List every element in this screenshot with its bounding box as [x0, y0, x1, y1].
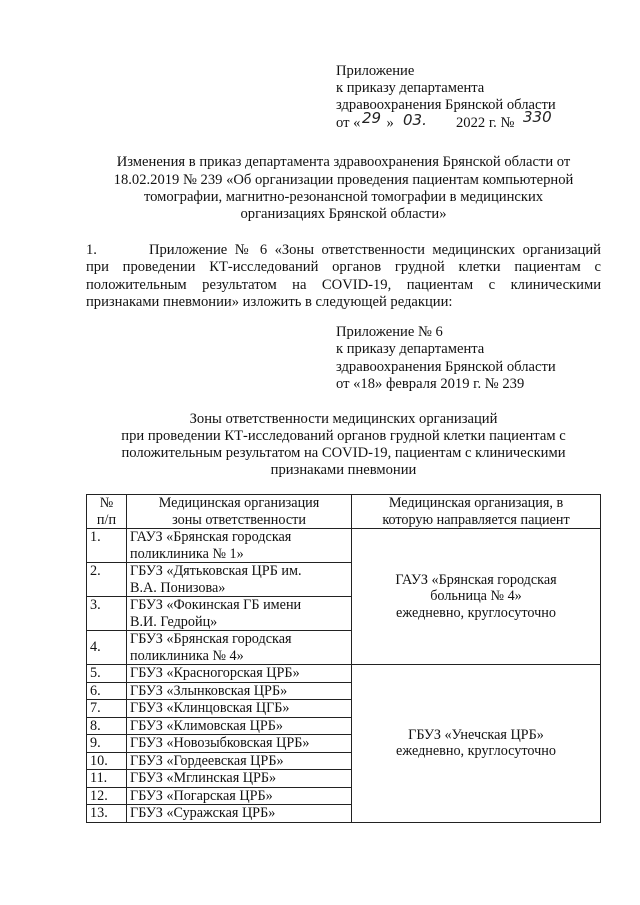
row-org: [127, 597, 352, 631]
row-org: [127, 529, 352, 563]
row-org: ГБУЗ «Новозыбковская ЦРБ»: [127, 735, 352, 753]
row-num: 2.: [87, 563, 127, 597]
row-num: 12.: [87, 787, 127, 805]
appendix6-order-ref: к приказу департамента: [336, 341, 485, 357]
row-num: 3.: [87, 597, 127, 631]
appendix6-date: от «18» февраля 2019 г. № 239: [336, 376, 525, 392]
changes-title-line-2: 18.02.2019 № 239 «Об организации проведения пациентам компьютерной: [113, 172, 574, 188]
row-num: 11.: [87, 770, 127, 788]
changes-title-line-1: Изменения в приказ департамента здравоохранения Брянской области от: [116, 154, 571, 170]
order-number-handwritten: 330: [523, 108, 552, 126]
row-org: ГБУЗ «Красногорская ЦРБ»: [127, 665, 352, 683]
header-dest-line-2: которую направляется пациент: [382, 511, 570, 528]
row-org: [127, 563, 352, 597]
header-org-line-2: зоны ответственности: [172, 511, 306, 528]
row-org-line-1: ГБУЗ «Фокинская ГБ имени: [130, 597, 302, 613]
changes-title-line-4: организациях Брянской области»: [240, 206, 447, 222]
row-num: 13.: [87, 805, 127, 823]
dest-group-1-line-1: ГАУЗ «Брянская городская: [395, 571, 557, 588]
zones-title-line-1: Зоны ответственности медицинских организаций: [189, 411, 498, 427]
paragraph-1-line-2: при проведении КТ-исследований органов грудной клетки пациентам с: [86, 259, 601, 275]
dest-group-2-line-1: ГБУЗ «Унечская ЦРБ»: [408, 726, 544, 743]
row-org: ГБУЗ «Погарская ЦРБ»: [127, 787, 352, 805]
date-year: 2022 г. №: [456, 115, 515, 131]
row-org: [127, 631, 352, 665]
dest-group-2-line-2: ежедневно, круглосуточно: [396, 743, 556, 760]
row-num: 9.: [87, 735, 127, 753]
row-num: 7.: [87, 700, 127, 718]
dest-group-1-line-3: ежедневно, круглосуточно: [396, 604, 556, 621]
row-org-line-1: ГАУЗ «Брянская городская: [130, 529, 292, 545]
paragraph-1-line-4: признаками пневмонии» изложить в следующей редакции:: [86, 294, 453, 310]
row-org: ГБУЗ «Суражская ЦРБ»: [127, 805, 352, 823]
responsibility-table: [86, 494, 601, 823]
header-num-line-2: п/п: [96, 511, 117, 528]
paragraph-1-line-3: положительным результатом на COVID-19, пациентам с клиническими: [86, 277, 601, 293]
appendix6-label: Приложение № 6: [336, 324, 443, 340]
row-num: 5.: [87, 665, 127, 683]
zones-title-line-2: при проведении КТ-исследований органов грудной клетки пациентам с: [121, 428, 566, 444]
row-org: ГБУЗ «Гордеевская ЦРБ»: [127, 752, 352, 770]
paragraph-1-line-1: 1. Приложение № 6 «Зоны ответственности медицинских организаций: [86, 242, 601, 258]
appendix-order-ref: к приказу департамента: [336, 80, 485, 96]
row-org: ГБУЗ «Клинцовская ЦГБ»: [127, 700, 352, 718]
row-num: 8.: [87, 717, 127, 735]
header-org: [127, 495, 352, 529]
header-num: [87, 495, 127, 529]
row-org: ГБУЗ «Климовская ЦРБ»: [127, 717, 352, 735]
appendix-label: Приложение: [336, 63, 415, 79]
date-quote-close: »: [386, 115, 394, 131]
row-org-line-2: В.И. Гедройц»: [130, 613, 218, 630]
row-org: ГБУЗ «Злынковская ЦРБ»: [127, 682, 352, 700]
row-num: 10.: [87, 752, 127, 770]
row-org-line-2: поликлиника № 4»: [130, 647, 244, 664]
dest-group-1: [352, 529, 601, 665]
header-org-line-1: Медицинская организация: [158, 495, 320, 511]
table-header-row: [87, 495, 601, 529]
date-prefix: от «: [336, 115, 361, 131]
table-row: [87, 665, 601, 683]
header-num-line-1: №: [99, 495, 114, 511]
appendix-department: здравоохранения Брянской области: [336, 97, 556, 113]
date-month-handwritten: 03.: [403, 111, 427, 129]
zones-title-line-3: положительным результатом на COVID-19, пациентам с клиническими: [121, 445, 566, 461]
row-num: 1.: [87, 529, 127, 563]
row-org-line-2: В.А. Понизова»: [130, 579, 226, 596]
row-org-line-2: поликлиника № 1»: [130, 545, 244, 562]
appendix6-department: здравоохранения Брянской области: [336, 359, 556, 375]
row-num: 4.: [87, 631, 127, 665]
header-dest-line-1: Медицинская организация, в: [388, 495, 564, 511]
changes-title-line-3: томографии, магнитно-резонансной томографии в медицинских: [143, 189, 544, 205]
table-row: [87, 529, 601, 563]
row-org-line-1: ГБУЗ «Брянская городская: [130, 631, 292, 647]
row-num: 6.: [87, 682, 127, 700]
dest-group-1-line-2: больница № 4»: [430, 588, 522, 605]
dest-group-2: [352, 665, 601, 823]
header-dest: [352, 495, 601, 529]
date-day-handwritten: 29: [362, 109, 382, 127]
zones-title-line-4: признаками пневмонии: [270, 462, 417, 478]
row-org-line-1: ГБУЗ «Дятьковская ЦРБ им.: [130, 563, 302, 579]
row-org: ГБУЗ «Мглинская ЦРБ»: [127, 770, 352, 788]
